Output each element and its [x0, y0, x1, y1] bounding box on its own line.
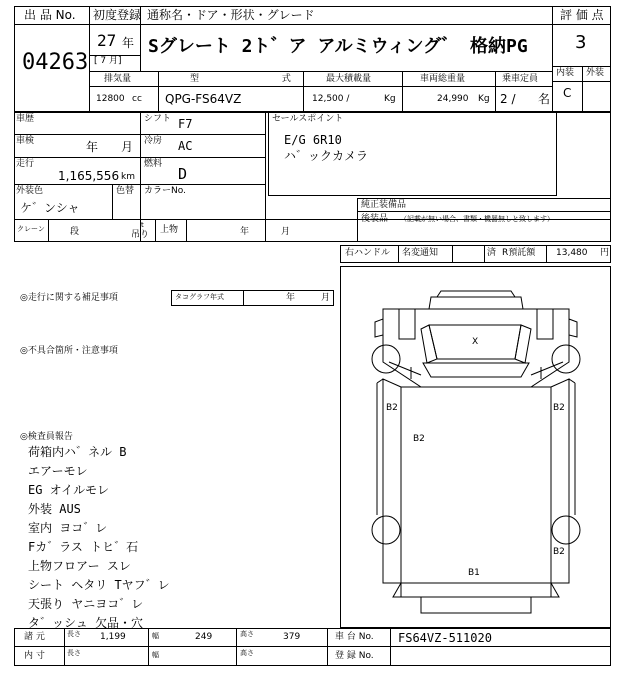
report-line: エアーモレ — [28, 464, 88, 478]
interior-dimensions-label: 内 寸 — [24, 651, 45, 661]
aftermarket-label: 後装品 — [361, 214, 389, 224]
body-year: 年 — [240, 227, 250, 237]
capacity-unit: 名 — [538, 92, 551, 106]
exterior-grade-label: 外装 — [586, 68, 605, 78]
damage-mark-rear: B1 — [468, 568, 480, 578]
report-line: 荷箱内ハ゛ネル B — [28, 445, 127, 459]
lot-number: 04263 — [22, 50, 89, 75]
capacity-label: 乗車定員 — [502, 74, 539, 84]
interior-length-label: 長さ — [67, 649, 81, 657]
tachograph-month: 月 — [321, 293, 331, 303]
overall-score: 3 — [575, 32, 587, 53]
sales-point-line-1: E/G 6R10 — [284, 133, 342, 147]
interior-height-label: 高さ — [240, 649, 254, 657]
aftermarket-note: （記載が無い場合、書類・機器無しと致します） — [400, 215, 554, 223]
crane-label: クレーン — [17, 225, 45, 233]
mileage-label: 走行 — [16, 159, 35, 169]
crane-ton: t — [141, 221, 144, 229]
damage-mark-left: B2 — [386, 403, 398, 413]
first-registration-label: 初度登録 — [93, 8, 142, 22]
report-line: Fカ゛ラス トヒ゛石 — [28, 540, 139, 554]
model-value: QPG-FS64VZ — [165, 92, 242, 106]
inspection-label: 車検 — [16, 136, 35, 146]
report-line: EG オイルモレ — [28, 483, 110, 497]
lot-label: 出 品 No. — [24, 8, 76, 22]
report-line: シート ヘタリ Tヤフ゛レ — [28, 578, 170, 592]
exterior-color-value: ケ゛ンシャ — [20, 201, 80, 215]
interior-grade-label: 内装 — [556, 68, 575, 78]
registration-month: [ 7 月] — [94, 56, 122, 66]
inspector-report-label: ◎検査員報告 — [20, 432, 73, 442]
truck-diagram — [340, 266, 611, 628]
dimensions-label: 諸 元 — [24, 632, 45, 642]
history-label: 車歴 — [16, 114, 35, 124]
fuel-value: D — [178, 165, 188, 183]
score-label: 評 価 点 — [560, 8, 604, 22]
recycle-unit: 円 — [600, 248, 610, 258]
mileage-unit: km — [121, 172, 135, 182]
body-month: 月 — [281, 227, 291, 237]
shift-label: シフト — [144, 114, 172, 124]
exterior-color-label: 外装色 — [16, 186, 44, 196]
defects-label: ◎不具合箇所・注意事項 — [20, 346, 118, 356]
height-value: 379 — [283, 632, 301, 642]
chassis-number: FS64VZ-511020 — [398, 631, 492, 645]
length-value: 1,199 — [100, 632, 126, 642]
report-line: 外装 AUS — [28, 502, 81, 516]
inspection-month: 月 — [121, 140, 134, 154]
height-label: 高さ — [240, 630, 254, 638]
model-label: 型 式 — [190, 74, 331, 84]
report-line: タ゛ッシュ 欠品・穴 — [28, 616, 143, 630]
gross-weight-value: 24,990 — [437, 94, 469, 104]
shift-value: F7 — [178, 117, 193, 131]
registration-year: 27 — [97, 31, 117, 50]
report-line: 室内 ヨコ゛レ — [28, 521, 108, 535]
length-label: 長さ — [67, 630, 81, 638]
registration-number-label: 登 録 No. — [335, 651, 374, 661]
body-label: 上物 — [160, 225, 179, 235]
recycle-label: R預託額 — [502, 248, 536, 258]
color-change-label: 色替 — [116, 186, 135, 196]
crane-stage: 段 — [70, 227, 80, 237]
interior-width-label: 幅 — [152, 651, 159, 659]
report-line: 天張り ヤニヨコ゛レ — [28, 597, 144, 611]
max-load-label: 最大積載量 — [326, 74, 372, 84]
ac-label: 冷房 — [144, 136, 163, 146]
color-no-label: カラーNo. — [144, 186, 186, 196]
crane-hoist: 吊り — [131, 230, 150, 240]
fuel-label: 燃料 — [144, 159, 163, 169]
capacity-value: 2 / — [500, 92, 516, 106]
width-value: 249 — [195, 632, 213, 642]
gross-weight-label: 車両総重量 — [420, 74, 466, 84]
damage-mark-center: B2 — [413, 434, 425, 444]
vehicle-name: Sグレート 2ト゛ア アルミウィング゛ 格納PG — [148, 36, 528, 57]
recycle-prefix: 済 — [487, 248, 497, 258]
recycle-amount: 13,480 — [556, 248, 588, 258]
sales-point-label: セールスポイント — [272, 114, 344, 124]
sales-point-line-2: ハ゛ックカメラ — [284, 149, 369, 163]
inspection-year: 年 — [86, 140, 99, 154]
ac-value: AC — [178, 139, 193, 153]
tachograph-label: タコグラフ年式 — [175, 293, 224, 301]
max-load-value: 12,500 / — [312, 94, 350, 104]
genuine-equipment-label: 純正装備品 — [361, 200, 407, 210]
chassis-label: 車 台 No. — [335, 632, 374, 642]
name-change-label: 名変通知 — [402, 248, 439, 258]
gross-weight-unit: Kg — [478, 94, 490, 104]
damage-mark-right-top: B2 — [553, 403, 565, 413]
width-label: 幅 — [152, 632, 159, 640]
driving-notes-label: ◎走行に関する補足事項 — [20, 293, 118, 303]
max-load-unit: Kg — [384, 94, 396, 104]
vehicle-name-label: 通称名・ドア・形状・グレード — [147, 8, 315, 22]
tachograph-year: 年 — [286, 293, 296, 303]
steering-side: 右ハンドル — [345, 248, 391, 258]
damage-mark-cab: X — [472, 337, 479, 347]
report-line: 上物フロアー スレ — [28, 559, 131, 573]
damage-mark-right-bottom: B2 — [553, 547, 565, 557]
displacement-unit: cc — [132, 94, 142, 104]
mileage-value: 1,165,556 — [58, 169, 120, 183]
displacement-value: 12800 — [96, 94, 125, 104]
interior-grade: C — [563, 86, 572, 100]
registration-year-unit: 年 — [122, 36, 135, 50]
displacement-label: 排気量 — [104, 74, 132, 84]
